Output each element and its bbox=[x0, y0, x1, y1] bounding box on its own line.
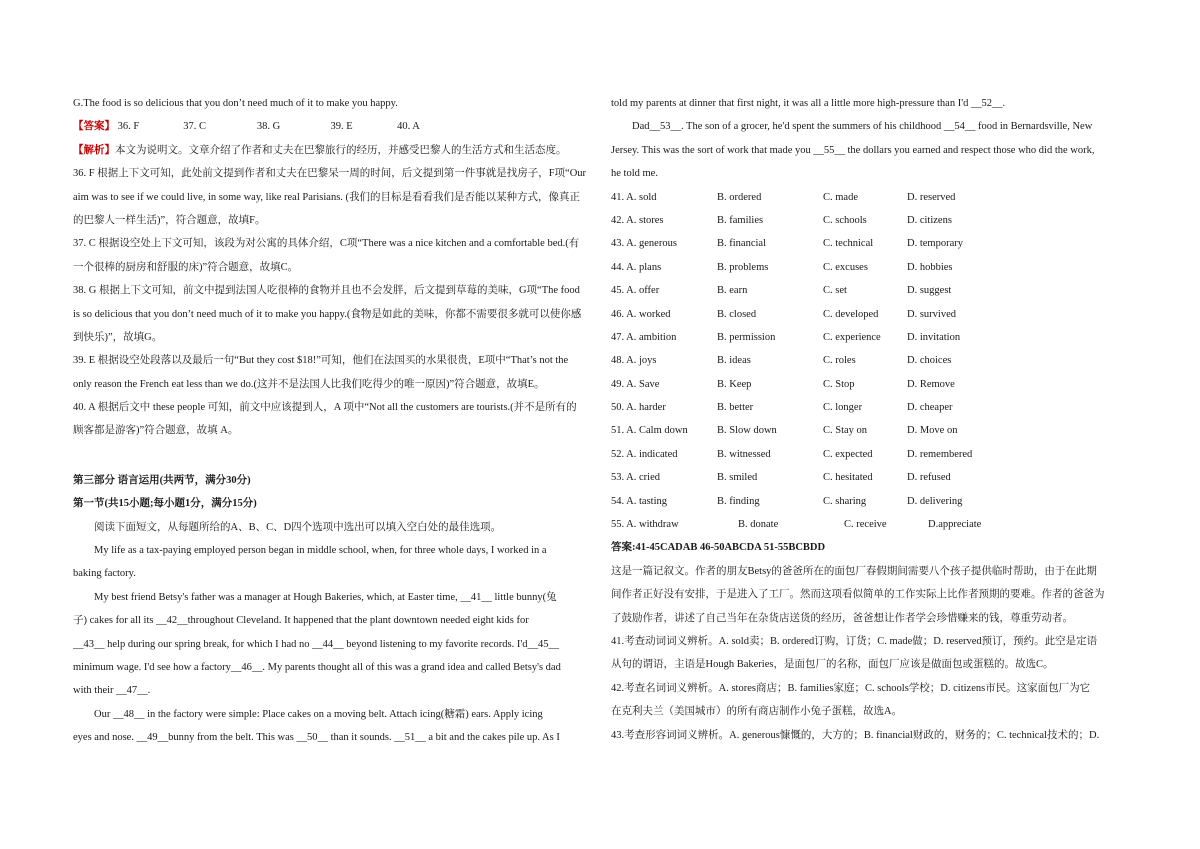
option-choice: 45. A. offer bbox=[611, 285, 660, 297]
option-choice: B. finding bbox=[717, 495, 760, 507]
option-choice: C. receive bbox=[844, 519, 887, 531]
option-choice: C. experience bbox=[823, 331, 881, 343]
section-title: 第三部分 语言运用(共两节，满分30分) bbox=[73, 474, 251, 486]
option-choice: 47. A. ambition bbox=[611, 331, 677, 343]
option-choice: D. choices bbox=[907, 355, 952, 367]
analysis-line: 了鼓励作者，讲述了自己当年在杂货店送货的经历，爸爸想让作者学会珍惜赚来的钱，尊重劳动者。 bbox=[611, 612, 1073, 624]
section-gap bbox=[73, 443, 589, 469]
option-choice: 41. A. sold bbox=[611, 191, 657, 203]
option-choice: C. technical bbox=[823, 238, 874, 250]
option-choice: 49. A. Save bbox=[611, 378, 660, 390]
answer-tag: 【答案】 bbox=[73, 121, 115, 133]
analysis-line: 38. G 根据上下文可知，前文中提到法国人吃很棒的食物并且也不会发胖，后文提到草莓的美味，G项“The food bbox=[73, 285, 580, 297]
option-choice: C. roles bbox=[823, 355, 856, 367]
option-choice: D. delivering bbox=[907, 495, 963, 507]
analysis-tag: 【解析】 bbox=[73, 144, 115, 156]
instruction: 阅读下面短文，从每题所给的A、B、C、D四个选项中选出可以填入空白处的最佳选项。 bbox=[94, 521, 502, 533]
option-row bbox=[611, 396, 1127, 419]
option-choice: B. Keep bbox=[717, 378, 752, 390]
passage-line: baking factory. bbox=[73, 568, 136, 580]
option-choice: 55. A. withdraw bbox=[611, 519, 679, 531]
option-choice: 44. A. plans bbox=[611, 261, 662, 273]
answer-36: 36. F bbox=[117, 121, 140, 133]
subsection-title: 第一节(共15小题;每小题1分，满分15分) bbox=[73, 498, 257, 510]
answer-40: 40. A bbox=[397, 121, 420, 133]
option-choice: 54. A. tasting bbox=[611, 495, 668, 507]
option-choice: C. sharing bbox=[823, 495, 867, 507]
option-choice: D.appreciate bbox=[928, 519, 982, 531]
option-row bbox=[611, 490, 1127, 513]
option-choice: C. hesitated bbox=[823, 472, 873, 484]
option-choice: 51. A. Calm down bbox=[611, 425, 688, 437]
option-choice: B. problems bbox=[717, 261, 769, 273]
passage-line: minimum wage. I'd see how a factory__46__. My parents thought all of this was a grand idea and called Betsy's dad bbox=[73, 661, 561, 673]
analysis-line: 37. C 根据设空处上下文可知，该段为对公寓的具体介绍，C项“There was a nice kitchen and a comfortable bed.(有 bbox=[73, 238, 580, 250]
option-choice: D. suggest bbox=[907, 285, 952, 297]
option-choice: D. temporary bbox=[907, 238, 963, 250]
option-choice: 50. A. harder bbox=[611, 402, 666, 414]
option-choice: B. earn bbox=[717, 285, 748, 297]
option-row bbox=[611, 419, 1127, 442]
option-choice: D. Move on bbox=[907, 425, 958, 437]
analysis-line: 到快乐)”，故填G。 bbox=[73, 331, 163, 343]
option-choice: C. excuses bbox=[823, 261, 868, 273]
option-choice: D. reserved bbox=[907, 191, 956, 203]
analysis-line: 42.考查名词词义辨析。A. stores商店；B. families家庭；C. schools学校；D. citizens市民。这家面包厂为它 bbox=[611, 682, 1091, 694]
option-choice: C. expected bbox=[823, 448, 873, 460]
option-row bbox=[611, 232, 1127, 255]
analysis-line: 一个很棒的厨房和舒服的床)”符合题意，故填C。 bbox=[73, 261, 299, 273]
analysis-line: 间作者正好没有安排，于是进入了工厂。然而这项看似简单的工作实际上比作者预期的要难。作者的爸爸为 bbox=[611, 589, 1105, 601]
passage-line: My life as a tax-paying employed person began in middle school, when, for three whole days, I worked in a bbox=[94, 545, 547, 557]
option-choice: 42. A. stores bbox=[611, 214, 664, 226]
option-row bbox=[611, 326, 1127, 349]
option-choice: 48. A. joys bbox=[611, 355, 657, 367]
option-choice: 52. A. indicated bbox=[611, 448, 678, 460]
analysis-line: 顾客都是游客)”符合题意，故填 A。 bbox=[73, 425, 239, 437]
option-row bbox=[611, 349, 1127, 372]
option-choice: B. ideas bbox=[717, 355, 751, 367]
analysis-line: 在克利夫兰（美国城市）的所有商店制作小兔子蛋糕，故选A。 bbox=[611, 706, 903, 718]
option-choice: D. survived bbox=[907, 308, 956, 320]
answer-37: 37. C bbox=[183, 121, 207, 133]
option-choice: D. citizens bbox=[907, 214, 952, 226]
option-choice: B. permission bbox=[717, 331, 776, 343]
option-choice: C. schools bbox=[823, 214, 867, 226]
option-choice: B. ordered bbox=[717, 191, 762, 203]
option-choice: B. smiled bbox=[717, 472, 758, 484]
option-choice: D. Remove bbox=[907, 378, 955, 390]
passage-line: he told me. bbox=[611, 168, 658, 180]
analysis-intro: 【解析】本文为说明文。文章介绍了作者和丈夫在巴黎旅行的经历，并感受巴黎人的生活方式和生活态度。 bbox=[73, 144, 567, 156]
option-row bbox=[611, 373, 1127, 396]
option-choice: D. refused bbox=[907, 472, 951, 484]
option-choice: 53. A. cried bbox=[611, 472, 660, 484]
answer-row bbox=[73, 115, 589, 138]
option-row bbox=[611, 186, 1127, 209]
analysis-line: 40. A 根据后文中 these people 可知，前文中应该提到人，A 项中“Not all the customers are tourists.(并不是所有的 bbox=[73, 402, 577, 414]
option-choice: B. financial bbox=[717, 238, 766, 250]
passage-line: told my parents at dinner that first night, it was all a little more high-pressure than I'd __52__. bbox=[611, 98, 1006, 109]
option-choice: C. set bbox=[823, 285, 847, 297]
analysis-line: 41.考查动词词义辨析。A. sold卖；B. ordered订购，订货；C. made做；D. reserved预订，预约。此空是定语 bbox=[611, 635, 1098, 647]
passage-line: __43__ help during our spring break, for which I had no __44__ beyond listening to my favorite records. I'd__45__ bbox=[73, 638, 559, 650]
passage-line: My best friend Betsy's father was a manager at Hough Bakeries, which, at Easter time, __41__ little bunny(兔 bbox=[94, 591, 557, 603]
option-choice: C. longer bbox=[823, 402, 863, 414]
option-choice: D. remembered bbox=[907, 448, 973, 460]
passage-line: with their __47__. bbox=[73, 685, 151, 697]
option-row bbox=[611, 513, 1127, 536]
option-choice: B. better bbox=[717, 402, 754, 414]
analysis-line: 36. F 根据上下文可知，此处前文提到作者和丈夫在巴黎呆一周的时间，后文提到第一件事就是找房子，F项“Our bbox=[73, 168, 587, 180]
analysis-line: only reason the French eat less than we do.(这并不是法国人比我们吃得少的唯一原因)”符合题意，故填E。 bbox=[73, 378, 545, 390]
answer-key: 答案:41-45CADAB 46-50ABCDA 51-55BCBDD bbox=[611, 542, 826, 554]
option-choice: 43. A. generous bbox=[611, 238, 677, 250]
option-row bbox=[611, 466, 1127, 489]
option-row bbox=[611, 209, 1127, 232]
passage-line: Dad__53__. The son of a grocer, he'd spent the summers of his childhood __54__ food in Bernardsville, New bbox=[632, 121, 1093, 133]
analysis-line: 43.考查形容词词义辨析。A. generous慷慨的，大方的；B. financial财政的，财务的；C. technical技术的；D. bbox=[611, 729, 1100, 741]
passage-line: eyes and nose. __49__bunny from the belt. This was __50__ than it sounds. __51__ a bit and the cakes pile up. As I bbox=[73, 732, 560, 744]
passage-line: 子) cakes for all its __42__throughout Cleveland. It happened that the plant downtown needed eight kids for bbox=[73, 615, 529, 627]
option-row bbox=[611, 279, 1127, 302]
right-column bbox=[611, 92, 1127, 747]
option-choice: B. donate bbox=[738, 519, 779, 531]
option-choice: C. made bbox=[823, 191, 858, 203]
option-choice: D. cheaper bbox=[907, 402, 953, 414]
option-row bbox=[611, 443, 1127, 466]
option-choice: B. families bbox=[717, 214, 764, 226]
option-row bbox=[611, 256, 1127, 279]
analysis-line: 从句的谓语，主语是Hough Bakeries，是面包厂的名称，面包厂应该是做面包或蛋糕的。故选C。 bbox=[611, 659, 1054, 671]
left-column bbox=[73, 92, 589, 750]
analysis-line: aim was to see if we could live, in some way, like real Parisians. (我们的目标是看看我们是否能以某种方式，像真正 bbox=[73, 191, 581, 203]
passage-line: Jersey. This was the sort of work that made you __55__ the dollars you earned and respect those who did the work, bbox=[611, 144, 1095, 156]
option-choice: B. witnessed bbox=[717, 448, 771, 460]
options-list bbox=[611, 186, 1127, 537]
option-choice: C. Stay on bbox=[823, 425, 868, 437]
answer-39: 39. E bbox=[330, 121, 353, 133]
passage-line: Our __48__ in the factory were simple: Place cakes on a moving belt. Attach icing(糖霜) ears. Apply icing bbox=[94, 708, 543, 720]
option-choice: B. Slow down bbox=[717, 425, 777, 437]
option-g-line: G.The food is so delicious that you don’t need much of it to make you happy. bbox=[73, 98, 398, 109]
analysis-line: 这是一篇记叙文。作者的朋友Betsy的爸爸所在的面包厂春假期间需要八个孩子提供临时帮助，由于在此期 bbox=[611, 565, 1097, 577]
answer-38: 38. G bbox=[256, 121, 281, 133]
option-row bbox=[611, 303, 1127, 326]
option-choice: B. closed bbox=[717, 308, 757, 320]
analysis-line: 39. E 根据设空处段落以及最后一句“But they cost $18!”可知，他们在法国买的水果很贵，E项中“That’s not the bbox=[73, 355, 569, 367]
analysis-line: 的巴黎人一样生活)”，符合题意，故填F。 bbox=[73, 214, 266, 226]
option-choice: D. invitation bbox=[907, 331, 961, 343]
option-choice: 46. A. worked bbox=[611, 308, 671, 320]
analysis-line: is so delicious that you don’t need much of it to make you happy.(食物是如此的美味，你都不需要很多就可以使你感 bbox=[73, 308, 582, 320]
option-choice: C. Stop bbox=[823, 378, 855, 390]
option-choice: C. developed bbox=[823, 308, 879, 320]
option-choice: D. hobbies bbox=[907, 261, 953, 273]
